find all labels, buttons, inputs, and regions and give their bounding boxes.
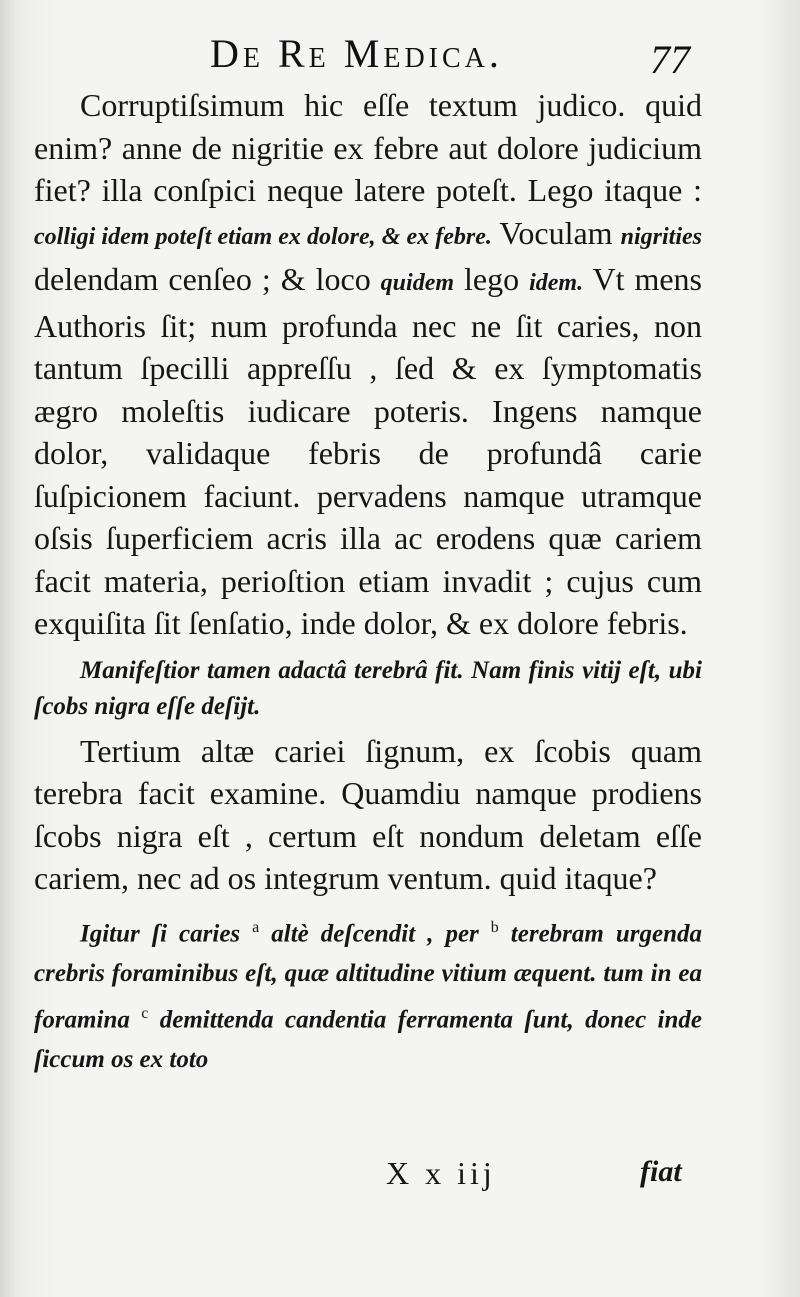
commentary-paragraph-2: Tertium altæ cariei ſignum, ex ſcobis quam terebra facit examine. Quamdiu namque prodiens ſcobs nigra eſt , certum eſt nondum deletam eſſe cariem, nec ad os integrum ventum. quid itaque? xyxy=(34,732,702,896)
page-footer xyxy=(0,1155,800,1205)
italic-word-quidem: quidem xyxy=(380,270,455,296)
footnote-marker-c: c xyxy=(141,1004,149,1022)
italic-word-idem: idem. xyxy=(529,270,584,296)
signature-mark: X x iij xyxy=(386,1155,496,1191)
commentary-paragraph-1 xyxy=(34,84,702,645)
running-title: De Re Medica. xyxy=(210,31,503,76)
body-text xyxy=(34,84,702,1084)
quoted-text-2 xyxy=(34,908,702,1081)
paragraph-1-text-c: delendam cenſeo ; & loco xyxy=(34,261,381,297)
paragraph-1-text-d: lego xyxy=(454,261,530,297)
italic-emendation: colligi idem poteſt etiam ex dolore, & ex febre. xyxy=(34,223,492,250)
footnote-marker-a: a xyxy=(252,918,260,936)
italic-word-nigrities: nigrities xyxy=(620,223,703,250)
quote-2-text-c: terebram urgenda crebris foraminibus eſt, quæ altitudine vitium æquent. tum in ea foramina xyxy=(34,919,702,1034)
paragraph-1-text-e: Vt mens Authoris ſit; num profunda nec ne ſit caries, non tantum ſpecilli appreſſu , ſed & ex ſymptomatis ægro moleſtis iudicare poteris. Ingens namque dolor, validaque febris de profundâ carie ſuſpicionem faciunt. pervadens namque utramque oſsis ſuperficiem acris illa ac erodens quæ cariem facit materia, perioſtion etiam invadit ; cujus cum exquiſita ſit ſenſatio, inde dolor, & ex dolore febris. xyxy=(34,261,703,641)
quoted-text-1: Manifeſtior tamen adactâ terebrâ fit. Nam finis vitij eſt, ubi ſcobs nigra eſſe deſijt. xyxy=(34,656,702,720)
quote-2-text-a: Igitur ſi caries xyxy=(80,919,253,947)
quote-2-text-d: demittenda candentia ferramenta ſunt, donec inde ſiccum os ex toto xyxy=(34,1006,702,1074)
catchword: fiat xyxy=(640,1155,682,1188)
quote-2-text-b: altè deſcendit , per xyxy=(259,919,491,947)
page-header xyxy=(0,22,800,82)
footnote-marker-b: b xyxy=(490,918,499,936)
paragraph-1-text-b: Voculam xyxy=(491,214,621,251)
page-number: 77 xyxy=(650,37,690,82)
paragraph-1-text-a: Corruptiſsimum hic eſſe textum judico. quid enim? anne de nigritie ex febre aut dolore judicium fiet? illa conſpici neque latere poteſt. Lego itaque : xyxy=(34,87,702,208)
